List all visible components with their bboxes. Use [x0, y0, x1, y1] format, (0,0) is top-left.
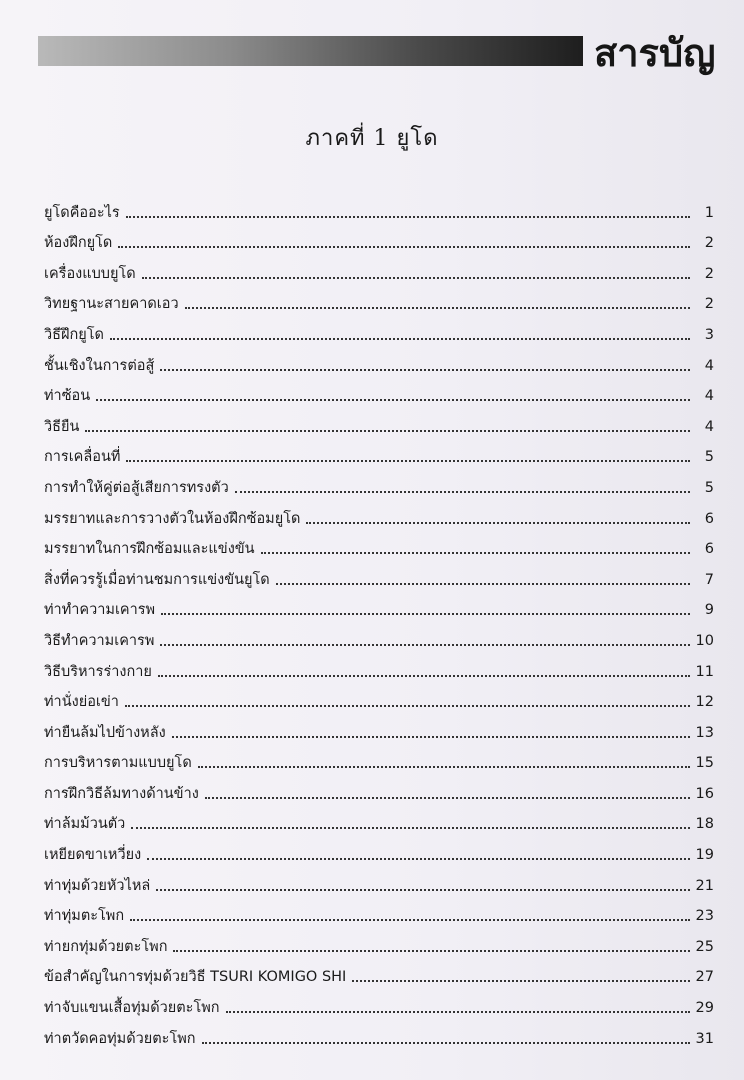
- toc-entry-page: 2: [704, 265, 714, 282]
- toc-entry: [44, 376, 714, 407]
- toc-entry-label: ชั้นเชิงในการต่อสู้: [44, 357, 155, 374]
- toc-entry-label: วิทยฐานะสายคาดเอว: [44, 296, 179, 313]
- toc-entry-page: 23: [695, 908, 714, 925]
- toc-entry: [44, 712, 714, 743]
- toc-leader-dots: [118, 246, 690, 248]
- toc-leader-dots: [352, 980, 689, 982]
- toc-entry-label: ยูโดคืออะไร: [44, 204, 120, 221]
- toc-entry-page: 10: [695, 632, 714, 649]
- toc-entry-label: วิธียืน: [44, 418, 80, 435]
- toc-entry-page: 19: [695, 847, 714, 864]
- toc-leader-dots: [160, 644, 689, 646]
- toc-entry-label: วิธีทำความเคารพ: [44, 632, 155, 649]
- toc-entry: [44, 284, 714, 315]
- toc-entry-page: 12: [695, 694, 714, 711]
- toc-entry-label: ท่าทุ่มตะโพก: [44, 908, 125, 925]
- toc-entry-label: ท่าทำความเคารพ: [44, 602, 156, 619]
- toc-entry: [44, 651, 714, 682]
- toc-entry: [44, 498, 714, 529]
- toc-entry-page: 9: [704, 602, 714, 619]
- toc-entry-page: 16: [695, 785, 714, 802]
- toc-entry: [44, 559, 714, 590]
- toc-leader-dots: [85, 430, 690, 432]
- toc-entry: [44, 1018, 714, 1049]
- toc-leader-dots: [125, 705, 690, 707]
- toc-entry: [44, 406, 714, 437]
- toc-leader-dots: [185, 307, 690, 309]
- toc-entry-page: 29: [695, 1000, 714, 1017]
- toc-leader-dots: [126, 460, 690, 462]
- toc-leader-dots: [147, 858, 689, 860]
- toc-entry-label: มรรยาทในการฝึกซ้อมและแข่งขัน: [44, 541, 255, 558]
- toc-entry-label: สิ่งที่ควรรู้เมื่อท่านชมการแข่งขันยูโด: [44, 571, 270, 588]
- toc-entry-label: ท่าซ้อน: [44, 388, 91, 405]
- toc-entry-label: มรรยาทและการวางตัวในห้องฝึกซ้อมยูโด: [44, 510, 301, 527]
- toc-entry-page: 21: [695, 877, 714, 894]
- toc-entry-page: 2: [704, 235, 714, 252]
- toc-entry: [44, 987, 714, 1018]
- toc-entry: [44, 192, 714, 223]
- toc-entry-page: 11: [695, 663, 714, 680]
- toc-leader-dots: [158, 675, 690, 677]
- toc-entry-page: 4: [704, 388, 714, 405]
- toc-entry-label: เหยียดขาเหวี่ยง: [44, 847, 142, 864]
- toc-leader-dots: [261, 552, 690, 554]
- toc-entry-page: 6: [704, 510, 714, 527]
- toc-entry-page: 18: [695, 816, 714, 833]
- toc-leader-dots: [276, 583, 690, 585]
- toc-entry-page: 7: [704, 571, 714, 588]
- toc-entry: [44, 773, 714, 804]
- toc-leader-dots: [131, 827, 689, 829]
- toc-entry-page: 31: [695, 1030, 714, 1047]
- toc-entry: [44, 804, 714, 835]
- page-title: สารบัญ: [594, 31, 716, 75]
- toc-entry: [44, 896, 714, 927]
- table-of-contents: [44, 192, 714, 1049]
- toc-entry-label: การฝึกวิธีล้มทางด้านข้าง: [44, 785, 199, 802]
- toc-entry: [44, 682, 714, 713]
- toc-entry-label: ท่าล้มม้วนตัว: [44, 816, 126, 833]
- toc-entry-label: วิธีบริหารร่างกาย: [44, 663, 152, 680]
- toc-entry: [44, 620, 714, 651]
- toc-entry-label: การเคลื่อนที่: [44, 449, 121, 466]
- toc-entry-page: 4: [704, 418, 714, 435]
- toc-leader-dots: [142, 277, 690, 279]
- toc-leader-dots: [160, 369, 690, 371]
- toc-entry: [44, 314, 714, 345]
- toc-entry-label: ท่านั่งย่อเข่า: [44, 694, 119, 711]
- toc-entry-label: ท่าทุ่มด้วยหัวไหล่: [44, 877, 151, 894]
- toc-entry: [44, 743, 714, 774]
- toc-leader-dots: [96, 399, 690, 401]
- toc-entry-page: 5: [704, 449, 714, 466]
- toc-entry: [44, 590, 714, 621]
- toc-entry: [44, 223, 714, 254]
- toc-entry-label: ท่าตวัดคอทุ่มด้วยตะโพก: [44, 1030, 196, 1047]
- toc-leader-dots: [226, 1011, 690, 1013]
- toc-leader-dots: [205, 797, 690, 799]
- toc-entry-label: การบริหารตามแบบยูโด: [44, 755, 192, 772]
- toc-entry: [44, 865, 714, 896]
- toc-entry-page: 25: [695, 938, 714, 955]
- toc-entry-page: 5: [704, 479, 714, 496]
- toc-entry-label: ท่าจับแขนเสื้อทุ่มด้วยตะโพก: [44, 1000, 220, 1017]
- toc-entry-page: 3: [704, 326, 714, 343]
- toc-entry-page: 27: [695, 969, 714, 986]
- toc-entry: [44, 437, 714, 468]
- toc-entry-label: วิธีฝึกยูโด: [44, 326, 104, 343]
- toc-entry-page: 15: [695, 755, 714, 772]
- toc-leader-dots: [110, 338, 690, 340]
- toc-entry-label: ท่ายกทุ่มด้วยตะโพก: [44, 938, 168, 955]
- header-bar: [38, 36, 583, 66]
- toc-leader-dots: [126, 216, 690, 218]
- toc-entry-label: เครื่องแบบยูโด: [44, 265, 136, 282]
- toc-entry-label: ข้อสำคัญในการทุ่มด้วยวิธี TSURI KOMIGO SHI: [44, 969, 347, 986]
- toc-entry-page: 2: [704, 296, 714, 313]
- part-title: ภาคที่ 1 ยูโด: [305, 126, 439, 151]
- toc-entry-label: ห้องฝึกยูโด: [44, 235, 113, 252]
- toc-entry-label: การทำให้คู่ต่อสู้เสียการทรงตัว: [44, 479, 229, 496]
- toc-entry: [44, 529, 714, 560]
- toc-leader-dots: [172, 736, 690, 738]
- toc-entry-page: 1: [704, 204, 714, 221]
- toc-leader-dots: [156, 889, 689, 891]
- toc-entry: [44, 467, 714, 498]
- toc-entry-label: ท่ายืนล้มไปข้างหลัง: [44, 724, 166, 741]
- toc-entry-page: 13: [695, 724, 714, 741]
- toc-entry-page: 6: [704, 541, 714, 558]
- toc-leader-dots: [198, 766, 690, 768]
- toc-leader-dots: [202, 1042, 690, 1044]
- toc-entry: [44, 926, 714, 957]
- toc-leader-dots: [161, 613, 690, 615]
- toc-entry: [44, 345, 714, 376]
- toc-entry: [44, 834, 714, 865]
- toc-leader-dots: [235, 491, 690, 493]
- toc-entry: [44, 957, 714, 988]
- toc-leader-dots: [306, 522, 690, 524]
- toc-entry-page: 4: [704, 357, 714, 374]
- toc-leader-dots: [173, 950, 689, 952]
- toc-leader-dots: [130, 919, 689, 921]
- toc-entry: [44, 253, 714, 284]
